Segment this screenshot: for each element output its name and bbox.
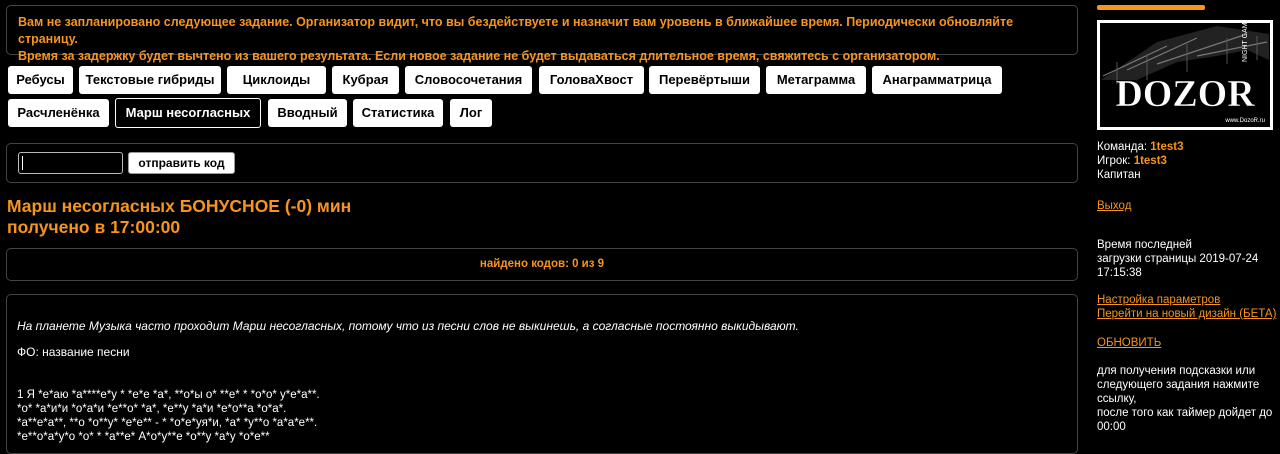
hint-line: ссылку, [1097,393,1137,405]
settings-links [1097,293,1277,321]
settings-link[interactable]: Настройка параметров [1097,294,1221,306]
new-design-link[interactable]: Перейти на новый дизайн (БЕТА) [1097,308,1277,320]
notice-line-1: Вам не запланировано следующее задание. Организатор видит, что вы бездействуете и назначит вам уровень в ближайшее время. Периодически обновляйте страницу. [18,15,1014,46]
player-row [1097,154,1277,168]
tab-kubraya[interactable]: Кубрая [332,66,399,94]
codes-found-text: найдено кодов: 0 из 9 [479,258,605,270]
tab-text-hybrids[interactable]: Текстовые гибриды [79,66,221,94]
tab-raschlenenka[interactable]: Расчленёнка [8,99,109,127]
hint-info [1097,364,1277,434]
team-name: 1test3 [1150,141,1184,153]
logout-container [1097,199,1277,213]
hint-line: следующего задания нажмите [1097,379,1260,391]
timer-bar [1097,5,1205,10]
last-load-time: 17:15:38 [1097,267,1142,279]
player-role: Капитан [1097,169,1141,181]
code-form [6,143,1078,183]
tab-march-nesoglasnyh[interactable]: Марш несогласных [115,98,261,128]
tab-vvodny[interactable]: Вводный [268,99,347,127]
task-cipher [17,388,1067,444]
logo-wordmark: DOZOR [1115,73,1255,115]
tab-cycloids[interactable]: Циклоиды [227,66,326,94]
refresh-container [1097,336,1277,350]
task-cipher-line: 1 Я *е*аю *а****е*у * *е*е *а*, **о*ы о* **е* * *о*о* у*е*а**. [17,389,320,401]
level-title-line-2: получено в 17:00:00 [7,217,181,237]
notice-line-2: Время за задержку будет вычтено из вашего результата. Если новое задание не будет выдаваться длительное время, свяжитесь с организатором. [18,49,940,63]
codes-found-box [6,248,1078,281]
tab-reversals[interactable]: Перевёртыши [649,66,760,94]
logo-subtitle: NIGHT GAME [1242,20,1249,62]
last-load-line: Время последней [1097,239,1192,251]
task-cipher-line: *е**о*а*у*о *о* * *а**е* А*о*у**е *о**у *а*у *о*е** [17,431,270,443]
logout-link[interactable]: Выход [1097,200,1132,212]
tab-head-tail[interactable]: ГоловаХвост [539,66,644,94]
last-load-info [1097,238,1277,280]
team-label: Команда: [1097,141,1148,153]
task-intro: На планете Музыка часто проходит Марш несогласных, потому что из песни слов не выкинешь, а согласные постоянно выкидывают. [17,319,799,333]
team-info [1097,140,1277,182]
level-title-line-1: Марш несогласных БОНУСНОЕ (-0) мин [7,196,352,216]
hint-line: после того как таймер дойдет до [1097,407,1273,419]
tab-metagram[interactable]: Метаграмма [766,66,866,94]
logo-url: www.DozoR.ru [1225,118,1265,124]
player-label: Игрок: [1097,155,1131,167]
tab-log[interactable]: Лог [450,99,492,127]
level-title [7,196,351,238]
code-input[interactable] [18,152,123,174]
task-box [6,294,1078,454]
notice-box [6,5,1078,63]
text-caret [22,156,23,170]
task-answer-format: ФО: название песни [17,345,130,359]
last-load-line: загрузки страницы 2019-07-24 [1097,253,1259,265]
hint-timer: 00:00 [1097,421,1126,433]
team-row [1097,140,1277,154]
tab-word-combinations[interactable]: Словосочетания [405,66,532,94]
tab-rebusy[interactable]: Ребусы [8,66,73,94]
task-cipher-line: *о* *а*и*и *о*а*и *е**о* *а*, *е**у *а*и *е*о**а *о*а*. [17,403,287,415]
tab-statistics[interactable]: Статистика [353,99,443,127]
player-name: 1test3 [1133,155,1167,167]
dozor-logo [1097,20,1273,130]
submit-code-button[interactable]: отправить код [128,152,235,174]
refresh-link[interactable]: ОБНОВИТЬ [1097,337,1162,349]
tab-anagrammatrix[interactable]: Анаграмматрица [872,66,1002,94]
hint-line: для получения подсказки или [1097,365,1256,377]
task-cipher-line: *а**е*а**, **о *о**у* *е*е** - * *о*е*уя*и, *а* *у**о *а*а*е**. [17,417,318,429]
logo-graphic [1097,20,1273,130]
